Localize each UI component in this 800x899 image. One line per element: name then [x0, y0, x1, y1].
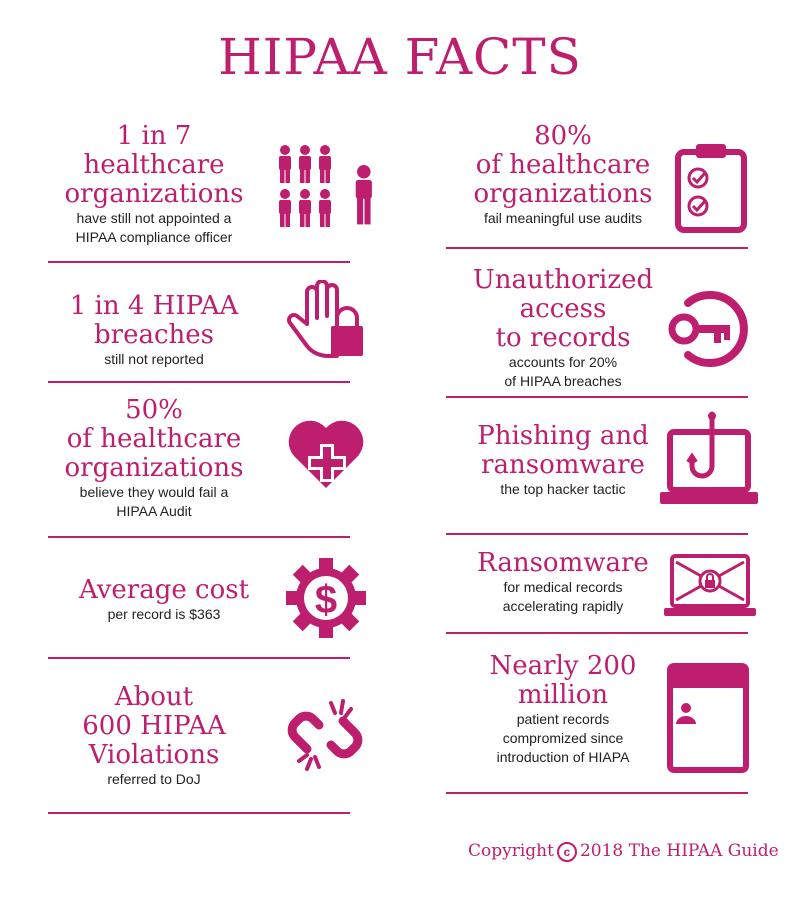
laptop-chain-lock-icon: [664, 552, 756, 618]
fact-left-3: [48, 396, 260, 521]
fact-headline: to records: [495, 323, 631, 353]
fact-detail: HIPAA Audit: [116, 503, 192, 519]
copyright-label: Copyright: [468, 841, 554, 861]
fact-headline: Unauthorized: [472, 265, 654, 295]
fact-right-3: [450, 422, 676, 499]
broken-link-icon: [285, 695, 365, 775]
patient-record-icon: [666, 662, 750, 774]
clipboard-checklist-icon: [672, 140, 752, 235]
copyright-icon: c: [557, 842, 577, 862]
fact-headline: organizations: [473, 179, 653, 209]
dollar-gear-icon: [285, 557, 367, 639]
fact-headline: Violations: [88, 740, 220, 770]
heart-plus-icon: [286, 410, 366, 492]
fact-headline: Ransomware: [477, 548, 649, 578]
page-title: HIPAA FACTS: [218, 28, 582, 86]
fact-detail: fail meaningful use audits: [484, 210, 642, 226]
divider: [446, 247, 748, 249]
fact-detail: still not reported: [104, 351, 204, 367]
fact-headline: healthcare: [83, 150, 225, 180]
fact-headline: of healthcare: [475, 150, 651, 180]
fact-detail: the top hacker tactic: [500, 481, 626, 497]
fact-left-4: [48, 576, 280, 624]
fact-headline: million: [517, 680, 609, 710]
hand-padlock-icon: [285, 280, 375, 362]
divider: [48, 657, 350, 659]
fact-headline: breaches: [94, 320, 214, 350]
fact-headline: 50%: [125, 395, 183, 425]
divider: [446, 533, 748, 535]
fact-headline: organizations: [64, 453, 244, 483]
fact-left-5: [48, 683, 260, 789]
fact-detail: of HIPAA breaches: [504, 373, 622, 389]
fact-right-5: [450, 652, 676, 767]
fact-detail: compromized since: [502, 730, 624, 746]
fact-left-1: [48, 122, 260, 247]
fact-headline: ransomware: [481, 450, 645, 480]
fact-headline: access: [519, 294, 607, 324]
fact-detail: for medical records: [503, 579, 623, 595]
key-icon: [664, 285, 752, 373]
people-group-icon: [277, 145, 382, 235]
fact-detail: HIPAA compliance officer: [75, 229, 233, 245]
fact-detail: accelerating rapidly: [502, 598, 624, 614]
fact-headline: Phishing and: [477, 421, 649, 451]
fact-detail: accounts for 20%: [508, 354, 618, 370]
fact-detail: believe they would fail a: [79, 484, 229, 500]
fact-headline: 1 in 7: [116, 121, 192, 151]
fact-detail: referred to DoJ: [107, 771, 201, 787]
divider: [446, 792, 748, 794]
fact-right-2: [450, 266, 676, 391]
fact-headline: of healthcare: [66, 424, 242, 454]
fact-detail: patient records: [516, 711, 610, 727]
copyright-notice: [468, 841, 779, 862]
fact-headline: 600 HIPAA: [82, 711, 226, 741]
fact-headline: organizations: [64, 179, 244, 209]
fact-detail: introduction of HIAPA: [496, 749, 630, 765]
fact-headline: Average cost: [78, 575, 250, 605]
fact-right-1: [450, 122, 676, 228]
fact-headline: 80%: [534, 121, 592, 151]
fact-headline: 1 in 4 HIPAA: [69, 291, 239, 321]
fact-detail: have still not appointed a: [76, 210, 232, 226]
fact-detail: per record is $363: [107, 606, 221, 622]
fact-headline: About: [114, 682, 194, 712]
divider: [48, 381, 350, 383]
divider: [48, 812, 350, 814]
divider: [446, 396, 748, 398]
divider: [446, 632, 748, 634]
divider: [48, 536, 350, 538]
fact-right-4: [450, 549, 676, 616]
fact-headline: Nearly 200: [489, 651, 637, 681]
fact-left-2: [48, 292, 260, 369]
svg-text:$: $: [314, 578, 338, 622]
copyright-owner: 2018 The HIPAA Guide: [579, 841, 779, 861]
divider: [48, 261, 350, 263]
laptop-hook-icon: [660, 410, 758, 510]
